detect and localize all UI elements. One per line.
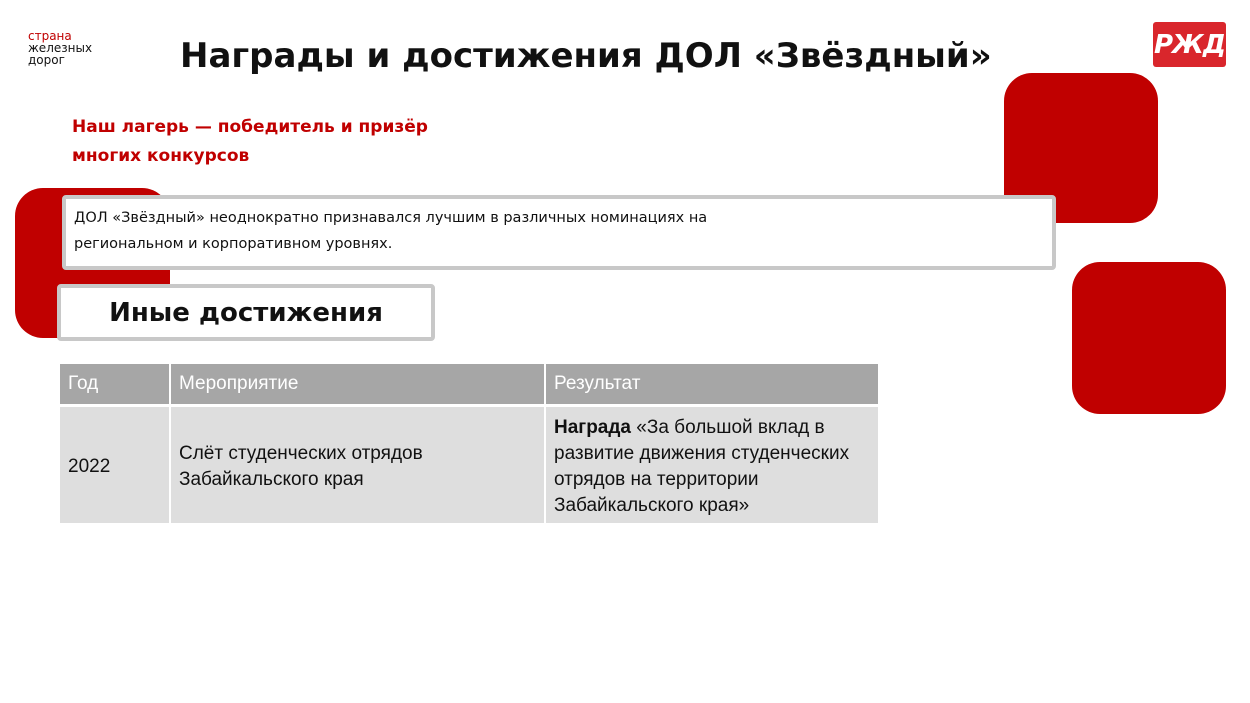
rzd-logo-icon: РЖД [1153,22,1226,67]
subtitle [72,113,428,171]
table-header-row [60,364,878,406]
table-row [60,406,878,524]
awards-table [60,364,878,523]
section-heading-box [57,284,435,341]
page-title: Награды и достижения ДОЛ «Звёздный» [180,36,992,76]
cell-result [545,406,878,524]
callout-line-1: ДОЛ «Звёздный» неоднократно признавался лучшим в различных номинациях на [74,210,708,226]
column-header-year: Год [60,364,170,406]
subtitle-line-2: многих конкурсов [72,146,250,166]
result-text: «За большой вклад в развитие движения студенческих отрядов на территории Забайкальского края» [554,417,850,516]
logo-line-1: страна [28,29,72,43]
brand-logo-text [28,30,92,66]
cell-year: 2022 [60,406,170,524]
cell-event: Слёт студенческих отрядов Забайкальского края [170,406,545,524]
decorative-red-square [1072,262,1226,414]
logo-line-2: железных [28,41,93,55]
result-bold-label: Награда [554,417,632,438]
section-heading: Иные достижения [109,297,383,328]
subtitle-line-1: Наш лагерь — победитель и призёр [72,117,428,137]
column-header-result: Результат [545,364,878,406]
column-header-event: Мероприятие [170,364,545,406]
callout-box [62,195,1056,270]
callout-line-2: региональном и корпоративном уровнях. [74,236,393,252]
logo-line-3: дорог [28,53,65,67]
